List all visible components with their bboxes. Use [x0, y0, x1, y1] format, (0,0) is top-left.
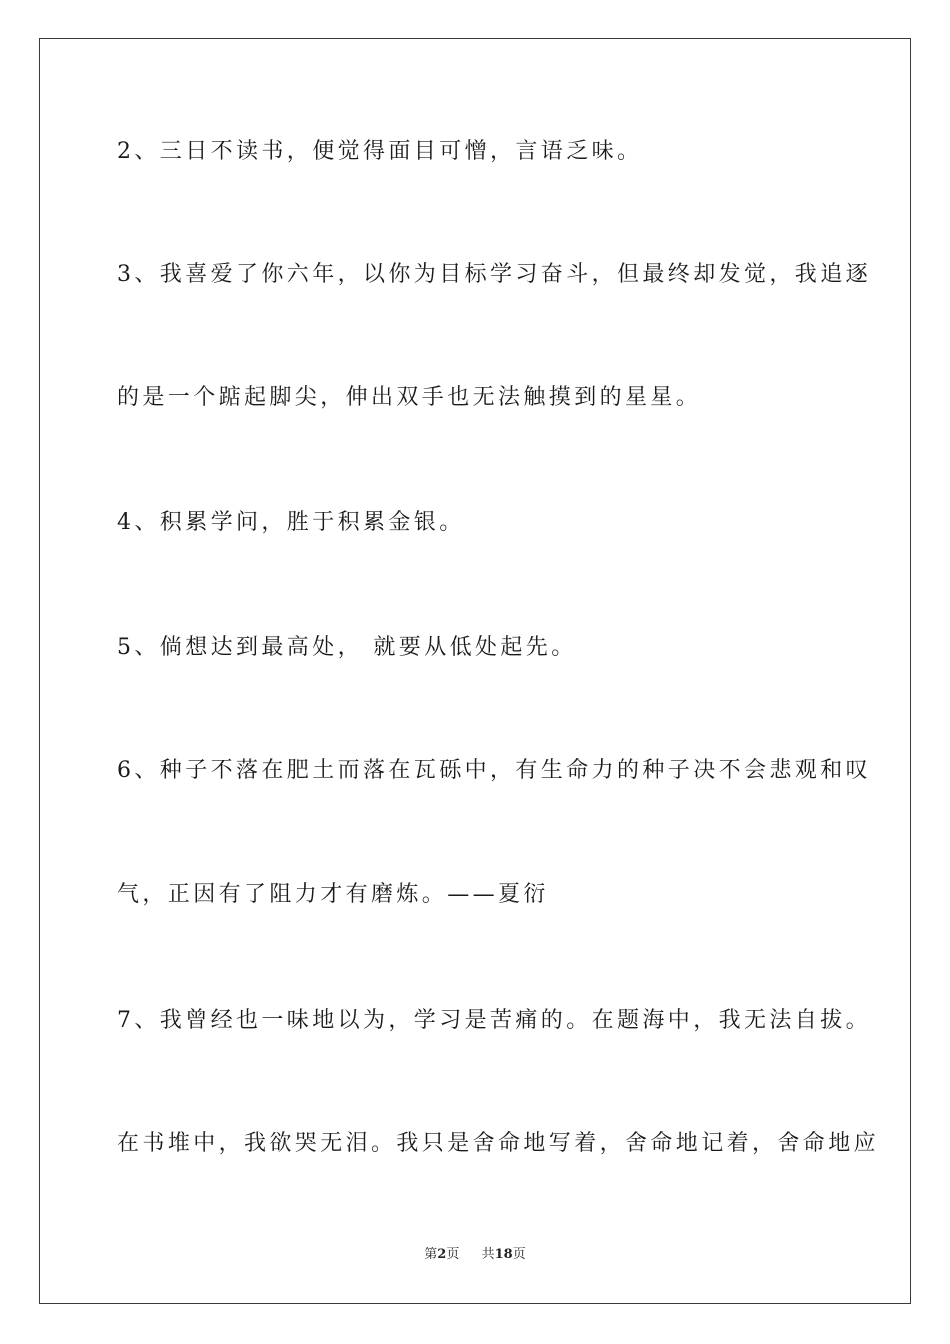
total-pages-label — [482, 1246, 526, 1264]
text-line-9: 在书堆中，我欲哭无泪。我只是舍命地写着，舍命地记着，舍命地应 — [117, 1131, 880, 1156]
text-line-8: 7、我曾经也一味地以为，学习是苦痛的。在题海中，我无法自拔。 — [117, 1008, 871, 1033]
total-suffix: 页 — [512, 1247, 526, 1262]
text-line-1: 2、三日不读书，便觉得面目可憎，言语乏味。 — [117, 139, 643, 164]
page-footer — [0, 1246, 950, 1264]
text-line-5: 5、倘想达到最高处， 就要从低处起先。 — [117, 635, 577, 660]
current-page-number: 2 — [437, 1247, 447, 1262]
page-suffix: 页 — [446, 1247, 460, 1262]
text-line-4: 4、积累学问，胜于积累金银。 — [117, 510, 465, 535]
page-border — [39, 38, 911, 1304]
total-prefix: 共 — [481, 1247, 495, 1262]
text-line-2: 3、我喜爱了你六年，以你为目标学习奋斗，但最终却发觉，我追逐 — [117, 262, 871, 287]
page-prefix: 第 — [424, 1247, 438, 1262]
page-number-label — [424, 1246, 459, 1264]
text-line-3: 的是一个踮起脚尖，伸出双手也无法触摸到的星星。 — [117, 385, 702, 410]
total-page-count: 18 — [494, 1247, 513, 1262]
text-line-7: 气，正因有了阻力才有磨炼。——夏衍 — [117, 882, 549, 907]
text-line-6: 6、种子不落在肥土而落在瓦砾中，有生命力的种子决不会悲观和叹 — [117, 758, 871, 783]
